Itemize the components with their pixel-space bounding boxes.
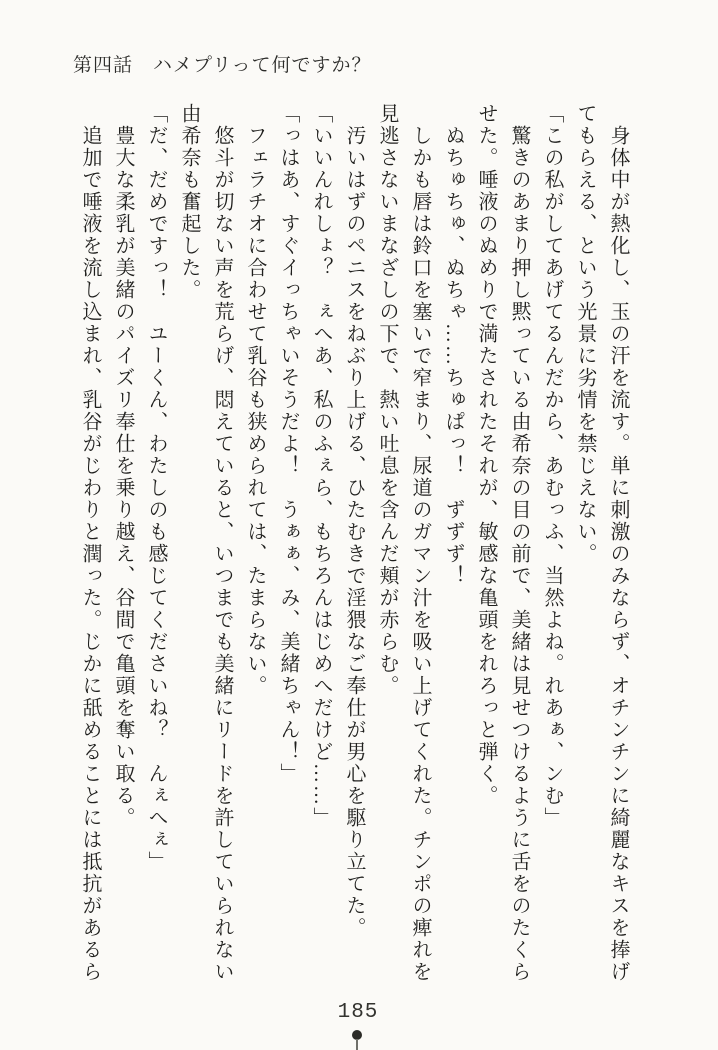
text-line: 「この私がしてあげてるんだから、あむっふ、当然よね。れあぁ、ンむ」 [541,103,563,829]
text-line: 驚きのあまり押し黙っている由希奈の目の前で、美緒は見せつけるように舌をのたくら [508,103,530,983]
body-text-vertical [73,103,634,997]
page-number: 185 [337,1001,379,1024]
text-line: ぬちゅちゅ、ぬちゃ……ちゅぱっ！ ずずず！ [442,103,464,587]
chapter-running-header: 第四話 ハメプリって何ですか？ [73,55,372,76]
text-line: 追加で唾液を流し込まれ、乳谷がじわりと潤った。じかに舐めることには抵抗があるら [79,103,101,983]
text-line: 由希奈も奮起した。 [178,103,200,301]
text-line: てもらえる、という光景に劣情を禁じえない。 [574,103,596,565]
text-line: 「いいんれしょ？ ぇへあ、私のふぇら、もちろんはじめへだけど……」 [310,103,332,829]
center-dot-stem [356,1039,358,1050]
text-line: フェラチオに合わせて乳谷も狭められては、たまらない。 [244,103,266,697]
text-line: 「っはあ、すぐイっちゃいそうだよ！ うぁぁ、み、美緒ちゃん！」 [277,103,299,785]
text-line: せた。唾液のぬめりで満たされたそれが、敏感な亀頭をれろっと弾く。 [475,103,497,807]
text-line: 汚いはずのペニスをねぶり上げる、ひたむきで淫猥なご奉仕が男心を駆り立てた。 [343,103,365,939]
text-line: 「だ、だめですっ！ ユーくん、わたしのも感じてくださいね？ んぇへぇ」 [145,103,167,873]
text-line: 豊大な柔乳が美緒のパイズリ奉仕を乗り越え、谷間で亀頭を奪い取る。 [112,103,134,829]
text-line: 身体中が熱化し、玉の汗を流す。単に刺激のみならず、オチンチンに綺麗なキスを捧げ [607,103,629,983]
text-line: 悠斗が切ない声を荒らげ、悶えていると、いつまでも美緒にリードを許していられない [211,103,233,983]
text-line: 見逃さないまなざしの下で、熱い吐息を含んだ頬が赤らむ。 [376,103,398,697]
text-line: しかも唇は鈴口を塞いで窄まり、尿道のガマン汁を吸い上げてくれた。チンポの痺れを [409,103,431,983]
